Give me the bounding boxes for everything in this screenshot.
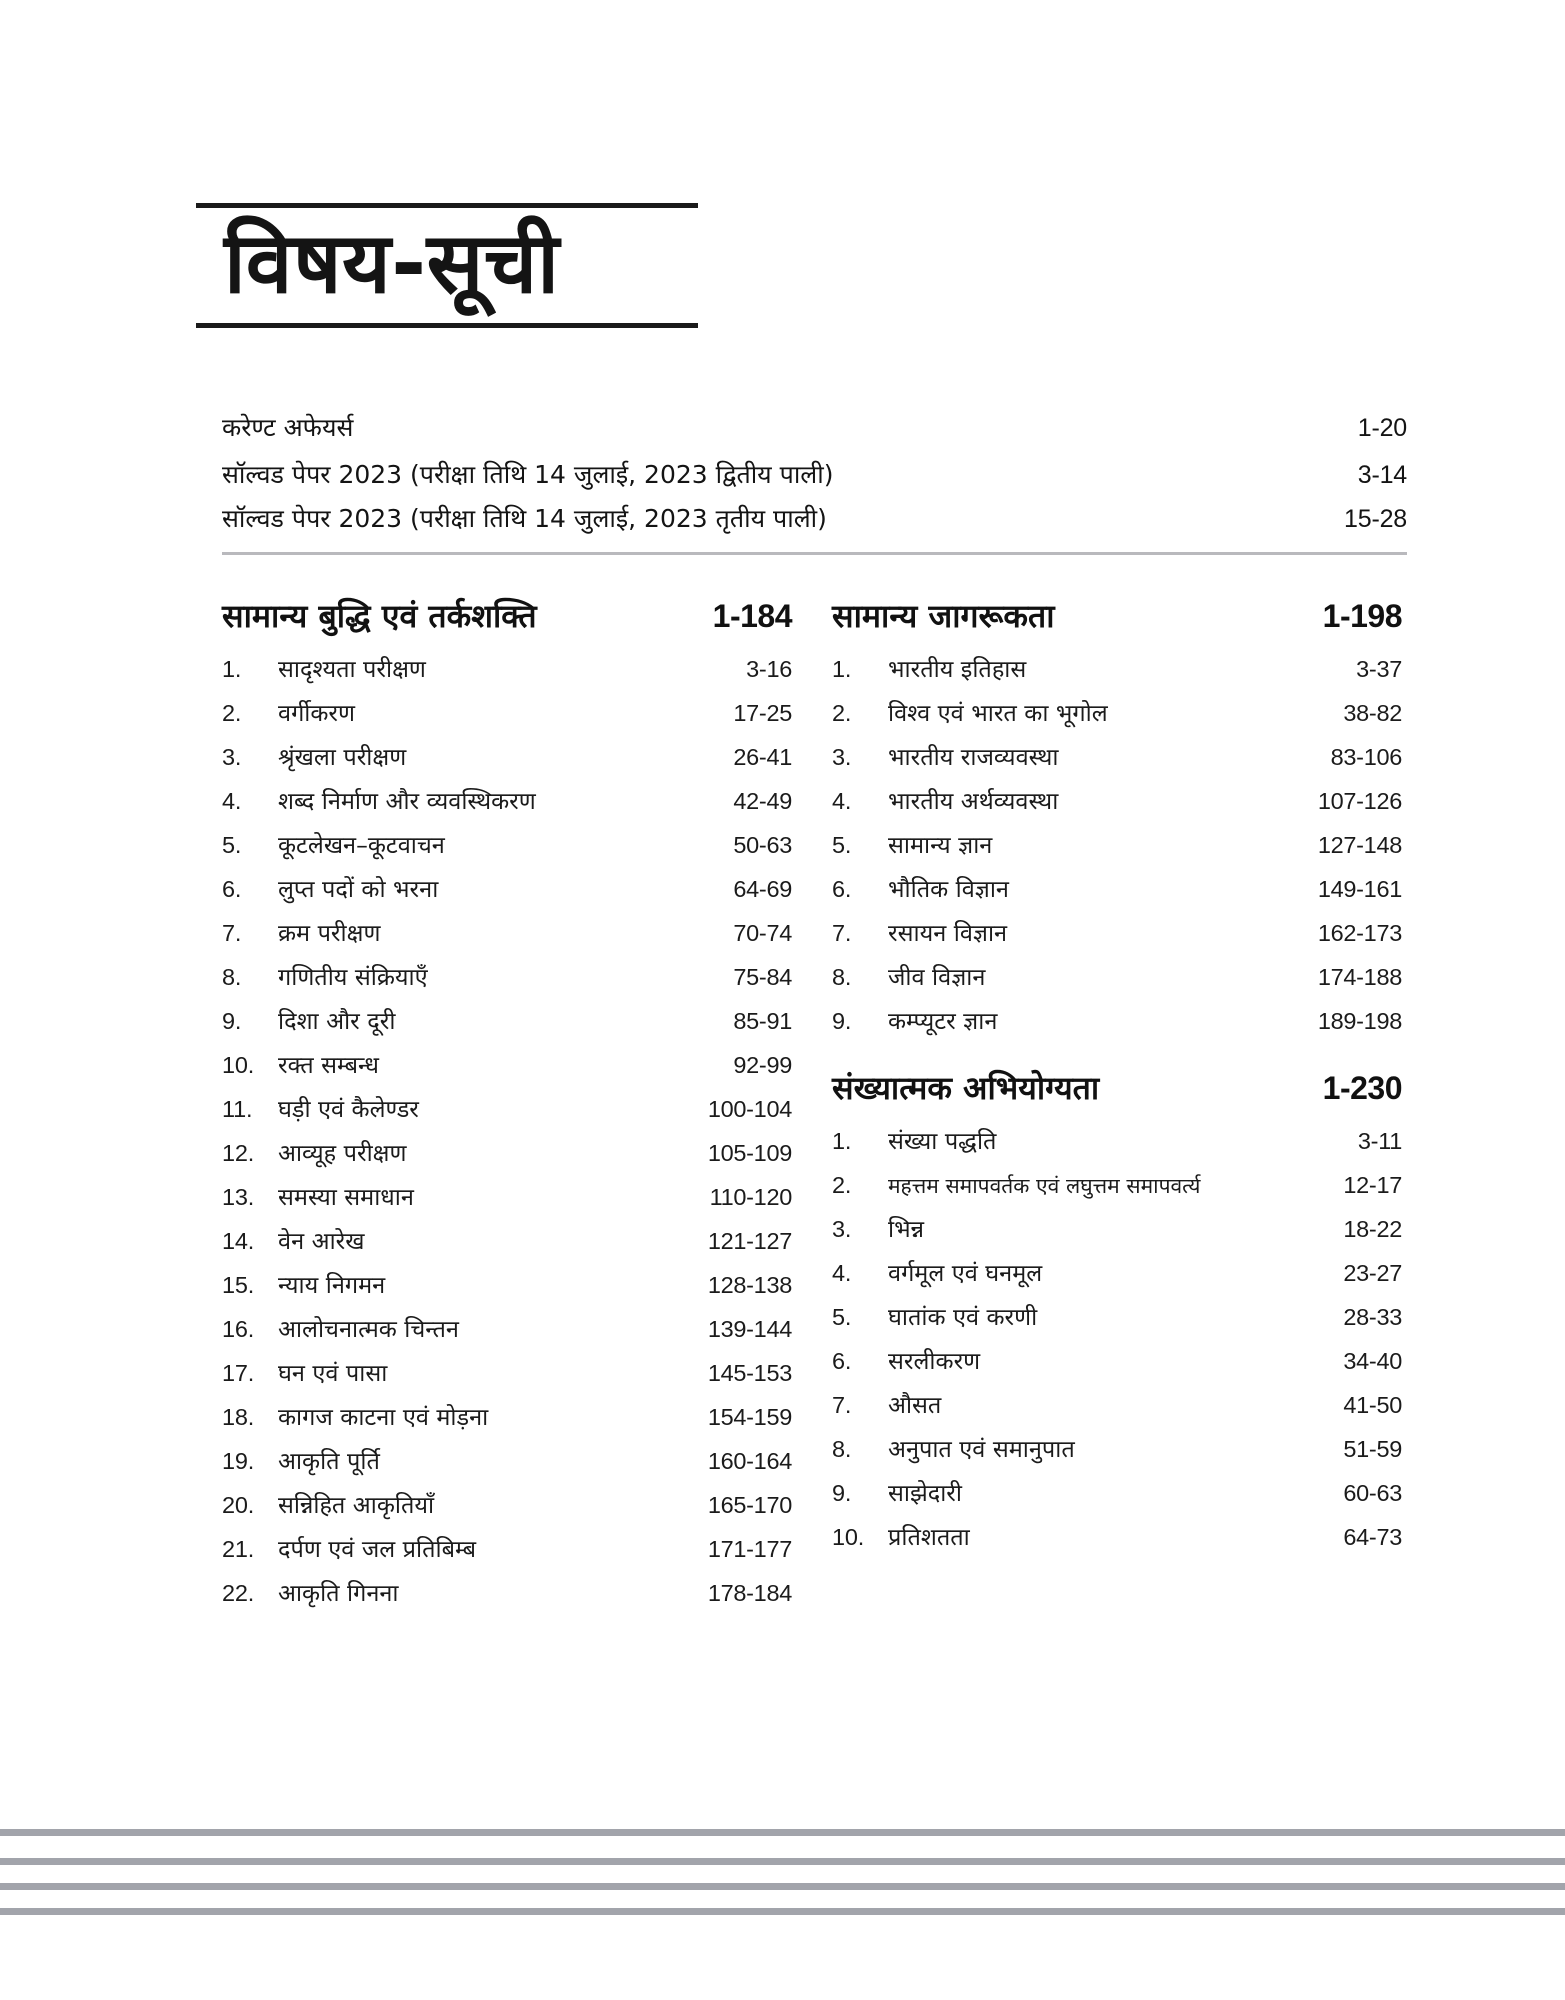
- toc-entry-title: दिशा और दूरी: [278, 1007, 396, 1035]
- front-matter-row: [222, 415, 1407, 441]
- toc-entry-title: संख्या पद्धति: [888, 1126, 997, 1155]
- toc-entry[interactable]: [832, 1522, 1402, 1551]
- toc-entry-pages: 64-73: [1343, 1523, 1402, 1550]
- toc-entry-title: घन एवं पासा: [278, 1359, 388, 1387]
- toc-entry-title: भारतीय इतिहास: [888, 655, 1027, 683]
- toc-entry-number: 17.: [222, 1360, 255, 1386]
- toc-entry-number: 15.: [222, 1272, 255, 1298]
- toc-entry-pages: 139-144: [707, 1316, 792, 1342]
- toc-entry-number: 5.: [832, 1303, 852, 1330]
- toc-entry-number: 2.: [832, 1171, 852, 1198]
- toc-entry-title: श्रृंखला परीक्षण: [278, 743, 407, 771]
- toc-entry-title: भौतिक विज्ञान: [888, 875, 1009, 903]
- toc-entry-number: 20.: [222, 1492, 255, 1518]
- toc-entry-number: 11.: [222, 1096, 253, 1122]
- toc-entry-number: 9.: [222, 1008, 242, 1034]
- toc-entry-number: 3.: [832, 1215, 852, 1242]
- toc-entry[interactable]: [832, 875, 1402, 903]
- toc-entry-pages: 3-16: [746, 656, 792, 682]
- toc-entry-title: शब्द निर्माण और व्यवस्थिकरण: [278, 787, 536, 815]
- toc-entry[interactable]: [832, 655, 1402, 683]
- toc-entry-pages: 100-104: [707, 1096, 792, 1122]
- toc-entry-number: 7.: [222, 920, 242, 946]
- toc-entry-number: 6.: [832, 1347, 852, 1374]
- toc-entry-pages: 26-41: [733, 744, 792, 770]
- toc-entry[interactable]: [222, 1051, 792, 1079]
- toc-entry-number: 2.: [222, 700, 242, 726]
- toc-section-pages: 1-184: [712, 598, 792, 634]
- toc-entry-number: 21.: [222, 1536, 255, 1562]
- toc-entry-pages: 41-50: [1343, 1391, 1402, 1418]
- toc-entry-number: 5.: [832, 832, 852, 858]
- toc-entry-pages: 70-74: [733, 920, 792, 946]
- toc-entry-pages: 165-170: [707, 1492, 792, 1518]
- toc-section: [832, 1068, 1402, 1551]
- toc-entry[interactable]: [222, 1535, 792, 1563]
- front-matter-list: [222, 415, 1407, 550]
- toc-entry[interactable]: [832, 1258, 1402, 1287]
- toc-entry-title: रसायन विज्ञान: [888, 919, 1008, 947]
- toc-entry[interactable]: [832, 699, 1402, 727]
- toc-entry[interactable]: [222, 1271, 792, 1299]
- toc-entry-pages: 171-177: [707, 1536, 792, 1562]
- toc-entry-number: 6.: [832, 876, 852, 902]
- toc-entry-number: 9.: [832, 1479, 852, 1506]
- toc-entry[interactable]: [832, 1214, 1402, 1243]
- toc-entry[interactable]: [222, 1315, 792, 1343]
- toc-entry-number: 7.: [832, 1391, 852, 1418]
- toc-entry-title: रक्त सम्बन्ध: [278, 1051, 379, 1079]
- toc-entry[interactable]: [832, 787, 1402, 815]
- toc-entry-title: औसत: [888, 1390, 942, 1419]
- front-matter-pages: 1-20: [1357, 414, 1407, 442]
- toc-entry-number: 18.: [222, 1404, 255, 1430]
- toc-section-title: सामान्य जागरूकता: [832, 597, 1055, 635]
- toc-entry-pages: 28-33: [1343, 1303, 1402, 1330]
- toc-entry[interactable]: [222, 963, 792, 991]
- toc-entry-pages: 18-22: [1343, 1215, 1402, 1242]
- toc-entry-number: 19.: [222, 1448, 255, 1474]
- toc-entry-pages: 75-84: [733, 964, 792, 990]
- toc-entry-number: 9.: [832, 1008, 852, 1034]
- toc-entry-pages: 92-99: [733, 1052, 792, 1078]
- toc-entry[interactable]: [832, 1171, 1402, 1198]
- toc-entry-number: 6.: [222, 876, 242, 902]
- toc-entry-title: वर्गीकरण: [278, 699, 356, 727]
- footer-stripe: [0, 1908, 1565, 1915]
- toc-entry-number: 2.: [832, 700, 852, 726]
- toc-entry-number: 16.: [222, 1316, 255, 1342]
- toc-entry-number: 12.: [222, 1140, 255, 1166]
- toc-entry[interactable]: [832, 919, 1402, 947]
- front-matter-label: करेण्ट अफेयर्स: [222, 413, 354, 442]
- toc-entry-pages: 42-49: [733, 788, 792, 814]
- toc-entry-pages: 34-40: [1343, 1347, 1402, 1374]
- toc-entry-title: भारतीय राजव्यवस्था: [888, 743, 1059, 771]
- toc-entry[interactable]: [832, 1302, 1402, 1331]
- toc-entry-title: सादृश्यता परीक्षण: [278, 655, 426, 683]
- toc-entry[interactable]: [222, 1403, 792, 1431]
- toc-entry-title: कागज काटना एवं मोड़ना: [278, 1403, 489, 1431]
- toc-entry[interactable]: [832, 963, 1402, 991]
- toc-entry-number: 4.: [832, 1259, 852, 1286]
- toc-entry[interactable]: [222, 1491, 792, 1519]
- toc-entry[interactable]: [222, 1359, 792, 1387]
- toc-entry-title: वेन आरेख: [278, 1227, 365, 1255]
- toc-entry-title: आव्यूह परीक्षण: [278, 1139, 407, 1167]
- toc-entry-number: 7.: [832, 920, 852, 946]
- toc-entry-title: घड़ी एवं कैलेण्डर: [278, 1095, 419, 1123]
- toc-entry[interactable]: [222, 1183, 792, 1211]
- toc-entry-title: विश्व एवं भारत का भूगोल: [888, 699, 1108, 727]
- footer-stripe: [0, 1883, 1565, 1890]
- toc-entry-pages: 178-184: [707, 1580, 792, 1606]
- toc-entry-title: आलोचनात्मक चिन्तन: [278, 1315, 459, 1343]
- toc-entry-title: महत्तम समापवर्तक एवं लघुत्तम समापवर्त्य: [888, 1173, 1201, 1198]
- toc-entry-number: 8.: [832, 964, 852, 990]
- toc-entry-title: आकृति गिनना: [278, 1579, 399, 1607]
- toc-entry-pages: 121-127: [707, 1228, 792, 1254]
- toc-entry-pages: 85-91: [733, 1008, 792, 1034]
- toc-entry-pages: 50-63: [733, 832, 792, 858]
- toc-entry-title: साझेदारी: [888, 1478, 963, 1507]
- front-matter-row: [222, 462, 1407, 488]
- header-separator-rule: [222, 552, 1407, 555]
- toc-entry[interactable]: [222, 875, 792, 903]
- toc-entry-pages: 145-153: [707, 1360, 792, 1386]
- toc-entry-number: 22.: [222, 1580, 255, 1606]
- toc-entry-pages: 174-188: [1317, 964, 1402, 990]
- toc-entry-number: 8.: [222, 964, 242, 990]
- toc-entry-title: गणितीय संक्रियाएँ: [278, 963, 428, 991]
- toc-section: [222, 597, 792, 1607]
- toc-entry-number: 5.: [222, 832, 242, 858]
- toc-entry-title: कूटलेखन–कूटवाचन: [278, 831, 445, 859]
- toc-entry[interactable]: [832, 831, 1402, 859]
- toc-entry[interactable]: [222, 1579, 792, 1607]
- toc-section-pages: 1-230: [1322, 1069, 1402, 1106]
- toc-entry-pages: 12-17: [1343, 1171, 1402, 1198]
- toc-entry[interactable]: [222, 655, 792, 683]
- toc-section: [832, 597, 1402, 1035]
- toc-entry[interactable]: [222, 831, 792, 859]
- toc-entry[interactable]: [222, 787, 792, 815]
- toc-entry-pages: 3-11: [1357, 1127, 1402, 1154]
- toc-entry[interactable]: [222, 743, 792, 771]
- toc-entry-title: जीव विज्ञान: [888, 963, 986, 991]
- toc-entry[interactable]: [832, 1390, 1402, 1419]
- footer-stripe: [0, 1858, 1565, 1865]
- toc-entry[interactable]: [222, 1139, 792, 1167]
- toc-entry[interactable]: [222, 1007, 792, 1035]
- toc-entry-number: 8.: [832, 1435, 852, 1462]
- toc-entry-pages: 51-59: [1343, 1435, 1402, 1462]
- toc-entry-pages: 189-198: [1317, 1008, 1402, 1034]
- toc-section-heading: [222, 597, 792, 635]
- toc-entry-title: घातांक एवं करणी: [888, 1302, 1038, 1331]
- footer-stripe: [0, 1829, 1565, 1836]
- toc-entry-pages: 160-164: [707, 1448, 792, 1474]
- page-title-block: [196, 203, 698, 328]
- toc-entry-pages: 105-109: [707, 1140, 792, 1166]
- toc-entry-pages: 128-138: [707, 1272, 792, 1298]
- toc-entry-title: दर्पण एवं जल प्रतिबिम्ब: [278, 1535, 477, 1563]
- toc-entry[interactable]: [222, 1227, 792, 1255]
- toc-entry-pages: 23-27: [1343, 1259, 1402, 1286]
- toc-columns: [0, 597, 1565, 1720]
- toc-entry-title: भिन्न: [888, 1214, 925, 1243]
- toc-entry[interactable]: [222, 1447, 792, 1475]
- toc-entry-title: अनुपात एवं समानुपात: [888, 1434, 1075, 1463]
- front-matter-pages: 15-28: [1344, 505, 1407, 533]
- toc-entry-number: 3.: [832, 744, 852, 770]
- toc-section-pages: 1-198: [1322, 598, 1402, 634]
- toc-entry-pages: 127-148: [1317, 832, 1402, 858]
- toc-entry[interactable]: [832, 1434, 1402, 1463]
- toc-entry-title: सन्निहित आकृतियाँ: [278, 1491, 435, 1519]
- toc-entry-title: न्याय निगमन: [278, 1271, 386, 1299]
- toc-section-title: सामान्य बुद्धि एवं तर्कशक्ति: [222, 597, 537, 635]
- toc-entry-number: 1.: [832, 1127, 852, 1154]
- toc-column-right: [832, 597, 1402, 1570]
- toc-entry-pages: 154-159: [707, 1404, 792, 1430]
- toc-section-title: संख्यात्मक अभियोग्यता: [832, 1068, 1100, 1107]
- toc-entry[interactable]: [832, 1346, 1402, 1375]
- toc-entry-number: 13.: [222, 1184, 255, 1210]
- front-matter-pages: 3-14: [1357, 461, 1407, 489]
- toc-entry-title: क्रम परीक्षण: [278, 919, 381, 947]
- front-matter-label: सॉल्वड पेपर 2023 (परीक्षा तिथि 14 जुलाई, 2023 द्वितीय पाली): [222, 460, 834, 489]
- toc-entry-title: आकृति पूर्ति: [278, 1447, 380, 1475]
- toc-entry-pages: 64-69: [733, 876, 792, 902]
- toc-entry-pages: 110-120: [709, 1184, 792, 1210]
- footer-stripes: [0, 1780, 1565, 2000]
- toc-entry-title: कम्प्यूटर ज्ञान: [888, 1007, 998, 1035]
- toc-entry-title: सरलीकरण: [888, 1346, 981, 1375]
- toc-entry-title: प्रतिशतता: [888, 1522, 970, 1551]
- page-title: विषय-सूची: [224, 214, 560, 312]
- toc-entry[interactable]: [832, 1126, 1402, 1155]
- toc-entry[interactable]: [222, 699, 792, 727]
- toc-entry-pages: 3-37: [1356, 656, 1402, 682]
- toc-entry[interactable]: [222, 1095, 792, 1123]
- toc-entry-number: 4.: [832, 788, 852, 814]
- toc-entry-title: वर्गमूल एवं घनमूल: [888, 1258, 1043, 1287]
- title-rule-bottom: [196, 323, 698, 328]
- toc-entry[interactable]: [832, 1478, 1402, 1507]
- toc-entry-number: 4.: [222, 788, 242, 814]
- toc-entry-number: 10.: [222, 1052, 255, 1078]
- toc-entry-title: लुप्त पदों को भरना: [278, 875, 439, 903]
- toc-entry-pages: 162-173: [1317, 920, 1402, 946]
- toc-entry-pages: 38-82: [1343, 700, 1402, 726]
- front-matter-row: [222, 506, 1407, 532]
- toc-entry[interactable]: [222, 919, 792, 947]
- toc-entry-number: 14.: [222, 1228, 255, 1254]
- toc-entry-pages: 107-126: [1317, 788, 1402, 814]
- toc-entry-title: समस्या समाधान: [278, 1183, 414, 1211]
- toc-entry-pages: 149-161: [1317, 876, 1402, 902]
- toc-entry-pages: 60-63: [1343, 1479, 1402, 1506]
- toc-section-heading: [832, 597, 1402, 635]
- toc-entry[interactable]: [832, 743, 1402, 771]
- toc-entry-title: सामान्य ज्ञान: [888, 831, 993, 859]
- toc-entry-number: 3.: [222, 744, 242, 770]
- front-matter-label: सॉल्वड पेपर 2023 (परीक्षा तिथि 14 जुलाई, 2023 तृतीय पाली): [222, 504, 827, 533]
- toc-entry-number: 10.: [832, 1523, 865, 1550]
- toc-entry[interactable]: [832, 1007, 1402, 1035]
- toc-entry-pages: 83-106: [1330, 744, 1402, 770]
- toc-entry-title: भारतीय अर्थव्यवस्था: [888, 787, 1059, 815]
- toc-entry-pages: 17-25: [733, 700, 792, 726]
- toc-section-heading: [832, 1068, 1402, 1107]
- toc-entry-number: 1.: [832, 656, 852, 682]
- toc-column-left: [222, 597, 792, 1626]
- toc-entry-number: 1.: [222, 656, 242, 682]
